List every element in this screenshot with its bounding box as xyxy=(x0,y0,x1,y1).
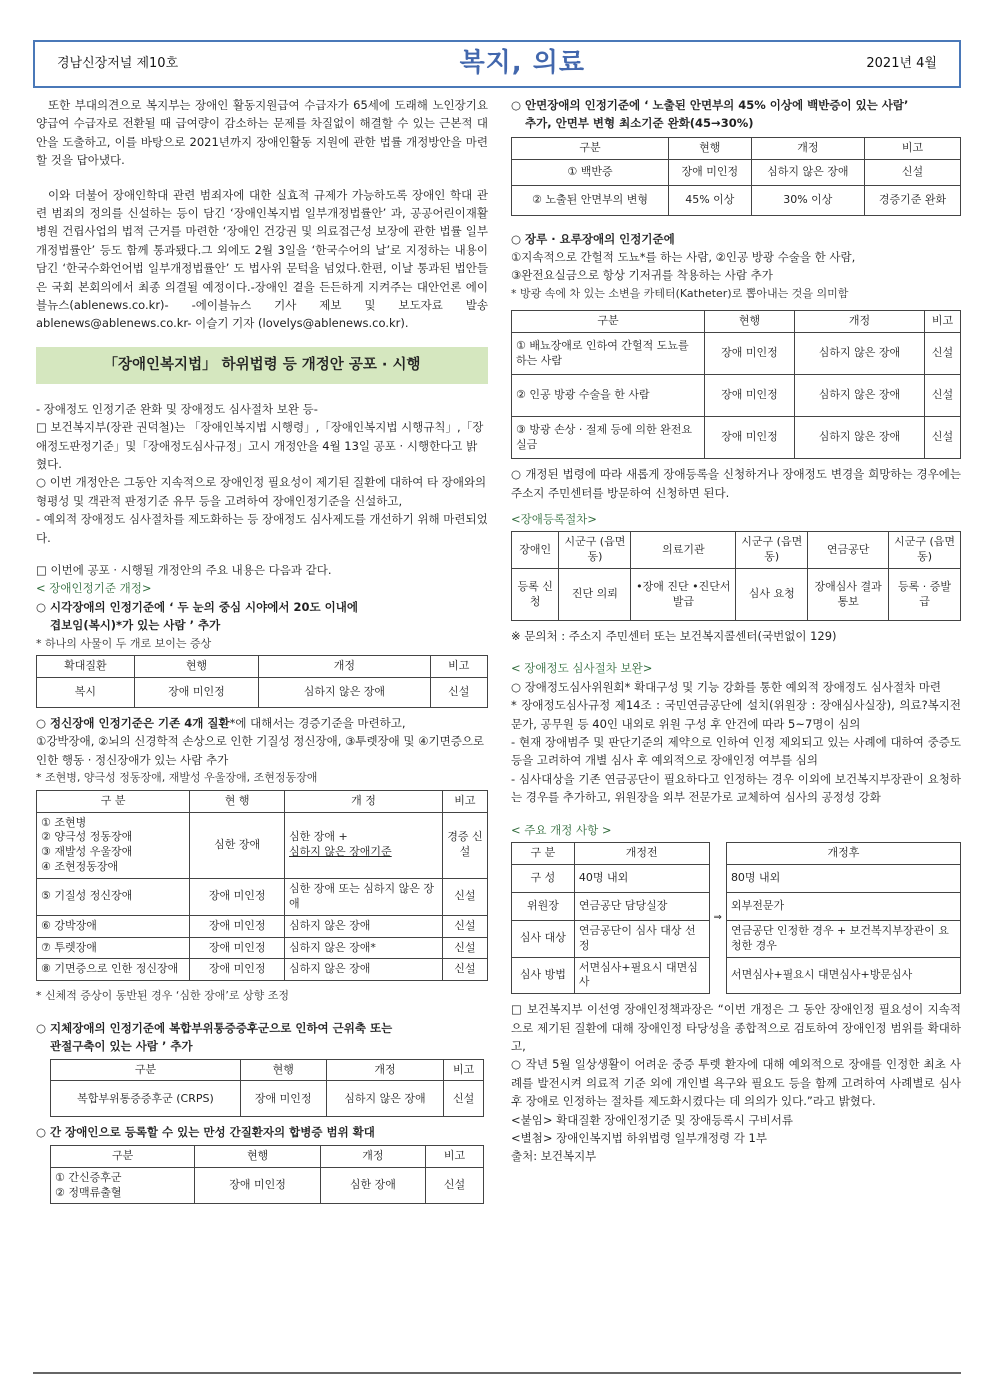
table-cell xyxy=(37,812,190,878)
table-cell: 위원장 xyxy=(512,892,575,920)
face-disability-heading-2: 추가, 안면부 변형 최소기준 완화(45→30%) xyxy=(525,116,754,131)
table-cell: 신설 xyxy=(865,159,961,185)
mental-disability-table xyxy=(36,790,488,981)
table-header: 비고 xyxy=(865,137,961,159)
table-cell: 서면심사+필요시 대면심사+방문심사 xyxy=(726,957,960,994)
visual-disability-heading-2: 겹보임(복시)*가 있는 사람 ’ 추가 xyxy=(50,618,221,633)
journal-issue: 경남신장저널 제10호 xyxy=(57,55,179,71)
revision-purpose: ○ 이번 개정안은 그동안 지속적으로 장애인정 필요성이 제기된 질환에 대하여 타 장애와의 형평성 및 객관적 판정기준 유무 등을 고려하여 장애인정기준을 신설하고, xyxy=(36,475,487,508)
table-cell: 구 성 xyxy=(512,864,575,892)
table-cell: 40명 내외 xyxy=(574,864,709,892)
table-header: 시군구 (읍면동) xyxy=(559,532,631,569)
table-header: 현행 xyxy=(705,311,795,333)
registration-visit-paragraph: ○ 개정된 법령에 따라 새롭게 장애등록을 신청하거나 장애정도 변경을 희망하는 경우에는 주소지 주민센터를 방문하여 신청하면 된다. xyxy=(511,467,961,500)
table-cell: 장애 미인정 xyxy=(669,159,751,185)
right-column xyxy=(511,96,961,1166)
table-header: 연금공단 xyxy=(808,532,889,569)
main-contents-intro: □ 이번에 공포 · 시행될 개정안의 주요 내용은 다음과 같다. xyxy=(36,563,332,577)
table-header: 현행 xyxy=(669,137,751,159)
list-item: ① 조현병 xyxy=(41,815,87,829)
page-header xyxy=(33,40,961,88)
table-cell: 장애 미인정 xyxy=(705,375,795,417)
mental-disability-note: * 조현병, 양극성 정동장애, 재발성 우울장애, 조현정동장애 xyxy=(36,771,318,785)
table-header: 비고 xyxy=(442,790,487,812)
table-header: 시군구 (읍면동) xyxy=(889,532,961,569)
criteria-revision-heading: < 장애인정기준 개정> xyxy=(36,581,152,596)
table-cell: 복시 xyxy=(37,678,135,708)
table-header: 개 정 xyxy=(285,790,443,812)
review-paragraph-4: - 심사대상을 기존 연금공단이 필요하다고 인정하는 경우 이외에 보건복지부장관이 요청하는 경우를 추가하고, 위원장을 외부 전문가로 교체하여 심사의 공정성 강화 xyxy=(511,771,961,805)
table-cell: 심한 장애 또는 심하지 않은 장애 xyxy=(285,878,443,915)
table-cell: 등록 신청 xyxy=(512,569,559,621)
list-item: ④ 조현정동장애 xyxy=(41,860,119,874)
source-line: 출처: 보건복지부 xyxy=(511,1149,597,1164)
table-header: 구 분 xyxy=(37,790,190,812)
table-cell: 서면심사+필요시 대면심사 xyxy=(574,957,709,994)
visual-disability-heading: ○ 시각장애의 인정기준에 ‘ 두 눈의 중심 시야에서 20도 이내에 xyxy=(36,599,358,614)
table-header: 구 분 xyxy=(512,843,575,865)
table-cell: 신설 xyxy=(426,1167,484,1204)
table-cell: 장애 미인정 xyxy=(190,959,285,981)
table-cell: ② 노출된 안면부의 변형 xyxy=(512,185,669,215)
table-cell: 장애심사 결과통보 xyxy=(808,569,889,621)
stoma-disability-line-1: ①지속적으로 간헐적 도뇨*를 하는 사람, ②인공 방광 수술을 한 사람, xyxy=(511,250,856,265)
visual-disability-note: * 하나의 사물이 두 개로 보이는 증상 xyxy=(36,636,212,650)
stoma-disability-heading: ○ 장루 · 요루장애의 인정기준에 xyxy=(511,231,675,246)
table-cell: •장애 진단 •진단서 발급 xyxy=(631,569,736,621)
table-cell: 장애 미인정 xyxy=(705,333,795,375)
table-cell: 심사 요청 xyxy=(736,569,808,621)
table-cell: 신설 xyxy=(442,915,487,937)
table-cell: 신설 xyxy=(925,417,961,459)
table-header: 개정 xyxy=(259,656,430,678)
issue-date: 2021년 4월 xyxy=(866,55,937,71)
table-cell: 심하지 않은 장애 xyxy=(326,1081,444,1117)
table-header: 비고 xyxy=(444,1059,484,1081)
registration-procedure-title: <장애등록절차> xyxy=(511,512,597,527)
limb-disability-heading: ○ 지체장애의 인정기준에 복합부위통증증후군으로 인하여 근위축 또는 xyxy=(36,1020,393,1035)
announcement-paragraph: □ 보건복지부(장관 권덕철)는 「장애인복지법 시행령」,「장애인복지법 시행규칙」,「장애정도판정기준」및「장애정도심사규정」고시 개정안을 4월 13일 공포 · 시행한다고 밝혔다. xyxy=(36,420,484,472)
table-cell: 장애 미인정 xyxy=(190,878,285,915)
section-title: 「장애인복지법」 하위법령 등 개정안 공포 · 시행 xyxy=(36,347,488,384)
table-header: 구분 xyxy=(512,311,705,333)
table-header: 확대질환 xyxy=(37,656,135,678)
table-header: 의료기관 xyxy=(631,532,736,569)
table-cell: 심하지 않은 장애 xyxy=(794,417,924,459)
face-disability-heading: ○ 안면장애의 인정기준에 ‘ 노출된 안면부의 45% 이상에 백반증이 있는 사람’ xyxy=(511,98,909,112)
table-cell: ② 인공 방광 수술을 한 사람 xyxy=(512,375,705,417)
limb-disability-heading-2: 관절구축이 있는 사람 ’ 추가 xyxy=(50,1039,193,1054)
table-header: 개정후 xyxy=(726,843,960,865)
mental-disability-footnote: * 신체적 증상이 동반된 경우 ‘심한 장애’로 상향 조정 xyxy=(36,989,289,1003)
page-title: 복지, 의료 xyxy=(459,48,585,79)
table-header: 장애인 xyxy=(512,532,559,569)
table-cell: 신설 xyxy=(442,959,487,981)
inquiry-note: ※ 문의처 : 주소지 주민센터 또는 보건복지콜센터(국번없이 129) xyxy=(511,629,837,644)
mental-disability-additions: ①강박장애, ②뇌의 신경학적 손상으로 인한 기질성 정신장애, ③투렛장애 및 ④기면증으로 인한 행동 · 정신장애가 있는 사람 추가 xyxy=(36,734,485,767)
quote-paragraph-1: □ 보건복지부 이선영 장애인정책과장은 “이번 개정은 그 동안 장애인정 필요성이 지속적으로 제기된 질환에 대해 장애인정 타당성을 종합적으로 검토하여 장애인정 범위를 확대하고, xyxy=(511,1002,961,1053)
table-cell: 신설 xyxy=(925,333,961,375)
table-cell: ⑦ 투렛장애 xyxy=(37,937,190,959)
table-cell: ⑥ 강박장애 xyxy=(37,915,190,937)
cell-line: 심한 장애 + xyxy=(289,830,348,844)
review-paragraph-1: ○ 장애정도심사위원회* 확대구성 및 기능 강화를 통한 예외적 장애정도 심사절차 마련 xyxy=(511,679,942,694)
subtitle-line: - 장애정도 인정기준 완화 및 장애정도 심사절차 보완 등- xyxy=(36,401,318,416)
main-revision-table xyxy=(511,842,961,994)
table-header: 비고 xyxy=(426,1145,484,1167)
footer-divider xyxy=(33,1372,961,1374)
table-cell: 30% 이상 xyxy=(751,185,865,215)
table-cell: 신설 xyxy=(925,375,961,417)
table-cell: ⑧ 기면증으로 인한 정신장애 xyxy=(37,959,190,981)
table-cell: ① 배뇨장애로 인하여 간헐적 도뇨를 하는 사람 xyxy=(512,333,705,375)
mental-disability-heading-bold: ○ 정신장애 인정기준은 기존 4개 질환 xyxy=(36,716,230,730)
review-procedure-title: < 장애정도 심사절차 보완> xyxy=(511,661,653,676)
table-cell: 80명 내외 xyxy=(726,864,960,892)
left-column xyxy=(36,96,488,1210)
table-cell: 연금공단이 심사 대상 선정 xyxy=(574,920,709,957)
table-header: 개정 xyxy=(320,1145,425,1167)
table-cell: 신설 xyxy=(442,878,487,915)
review-paragraph-2: * 장애정도심사규정 제14조 : 국민연금공단에 설치(위원장 : 장애심사실장), 의료?복지전문가, 공무원 등 40인 내외로 위원 구성 후 안건에 따라 5~7명이 심의 xyxy=(511,698,961,731)
quote-paragraph-2: ○ 작년 5월 일상생활이 어려운 중증 투렛 환자에 대해 예외적으로 장애를 인정한 최초 사례를 발전시켜 의료적 기준 외에 개인별 욕구와 필요도 등을 함께 고려하여 사례별로 심사 후 장애로 인정하는 절차를 제도화시켰다는 데 의의가 있다.”라고 밝혔다. xyxy=(511,1057,961,1109)
table-cell: 심하지 않은 장애 xyxy=(285,915,443,937)
table-cell: 심하지 않은 장애 xyxy=(285,959,443,981)
table-header: 현 행 xyxy=(190,790,285,812)
intro-paragraph-2: 이와 더불어 장애인학대 관련 범죄자에 대한 실효적 규제가 가능하도록 장애인 학대 관련 범죄의 정의를 신설하는 등이 담긴 ‘장애인복지법 일부개정법률안’ 과, 공공어린이재활병원 건립사업의 법적 근거를 마련한 ‘장애인 건강권 및 의료접근성 보장에 관한 법률 일부개정법률안’ 등도 함께 통과됐다.그 외에도 2월 3일을 ‘한국수어의 날’로 지정하는 내용이 담긴 ‘한국수화언어법 일부개정법률안’ 도 법사위 문턱을 넘었다.한편, 이날 통과된 법안들은 국회 본회의에서 최종 의결될 예정이다.-장애인 곁을 든든하게 지켜주는 대안언론 에이블뉴스(ablenews.co.kr)- -에이블뉴스 기사 제보 및 보도자료 발송 ablenews@ablenews.co.kr- 이슬기 기자 (lovelys@ablenews.co.kr). xyxy=(36,187,488,331)
table-cell: 장애 미인정 xyxy=(134,678,258,708)
table-cell: 복합부위통증증후군 (CRPS) xyxy=(51,1081,241,1117)
table-cell: 경증 신설 xyxy=(442,812,487,878)
stoma-disability-note: * 방광 속에 차 있는 소변을 카테터(Katheter)로 뽑아내는 것을 의미함 xyxy=(511,286,849,300)
table-cell: ⑤ 기질성 정신장애 xyxy=(37,878,190,915)
stoma-disability-table xyxy=(511,310,961,459)
list-item: ② 양극성 정동장애 xyxy=(41,830,133,844)
table-cell: 심한 장애 xyxy=(190,812,285,878)
table-cell: 외부전문가 xyxy=(726,892,960,920)
list-item: ② 정맥류출혈 xyxy=(55,1185,122,1199)
table-cell: 장애 미인정 xyxy=(190,937,285,959)
table-header: 현행 xyxy=(195,1145,321,1167)
table-header: 구분 xyxy=(512,137,669,159)
table-cell: 신설 xyxy=(444,1081,484,1117)
main-revision-title: < 주요 개정 사항 > xyxy=(511,822,612,837)
table-header: 개정전 xyxy=(574,843,709,865)
table-cell: 심사 방법 xyxy=(512,957,575,994)
list-item: ① 간신증후군 xyxy=(55,1170,122,1184)
table-header: 현행 xyxy=(134,656,258,678)
table-header: 구분 xyxy=(51,1059,241,1081)
table-header: 비고 xyxy=(430,656,487,678)
table-cell xyxy=(51,1167,195,1204)
table-cell: 신설 xyxy=(442,937,487,959)
table-header: 구분 xyxy=(51,1145,195,1167)
table-cell: 장애 미인정 xyxy=(705,417,795,459)
table-cell: 심하지 않은 장애 xyxy=(751,159,865,185)
table-header: 시군구 (읍면동) xyxy=(736,532,808,569)
arrow-icon: ⇒ xyxy=(709,843,726,994)
liver-disability-heading: ○ 간 장애인으로 등록할 수 있는 만성 간질환자의 합병증 범위 확대 xyxy=(36,1125,375,1140)
review-paragraph-3: - 현재 장애범주 및 판단기준의 제약으로 인하여 인정 제외되고 있는 사례에 대하여 중증도 등을 고려하여 개별 심사 후 예외적으로 장애인정 여부를 심의 xyxy=(511,735,961,768)
mental-disability-heading xyxy=(36,714,488,732)
table-cell: 45% 이상 xyxy=(669,185,751,215)
table-cell: 심하지 않은 장애* xyxy=(285,937,443,959)
table-cell: 진단 의뢰 xyxy=(559,569,631,621)
intro-paragraph-1: 또한 부대의견으로 복지부는 장애인 활동지원급여 수급자가 65세에 도래해 노인장기요양급여 수급자로 전환될 때 급여량이 감소하는 문제를 차질없이 해결할 수 있는 근본적 대안을 도출하고, 이를 바탕으로 2021년까지 장애인활동 지원에 관한 법률 개정방안을 마련할 것을 답아냈다. xyxy=(36,98,488,168)
table-cell: 경증기준 완화 xyxy=(865,185,961,215)
mental-disability-heading-rest: *에 대해서는 경증기준을 마련하고, xyxy=(229,716,406,730)
revision-purpose-2: - 예외적 장애정도 심사절차를 제도화하는 등 장애정도 심사제도를 개선하기 위해 마련되었다. xyxy=(36,512,488,545)
table-header: 비고 xyxy=(925,311,961,333)
table-cell: ① 백반증 xyxy=(512,159,669,185)
table-cell: 심하지 않은 장애 xyxy=(259,678,430,708)
registration-procedure-table xyxy=(511,531,961,621)
table-cell: 연금공단 인정한 경우 + 보건복지부장관이 요청한 경우 xyxy=(726,920,960,957)
table-cell: 장애 미인정 xyxy=(195,1167,321,1204)
table-header: 개정 xyxy=(794,311,924,333)
table-cell: ③ 방광 손상 · 절제 등에 의한 완전요실금 xyxy=(512,417,705,459)
limb-disability-table xyxy=(50,1059,484,1118)
list-item: ③ 재발성 우울장애 xyxy=(41,845,133,859)
table-cell: 장애 미인정 xyxy=(240,1081,326,1117)
table-cell: 연금공단 담당실장 xyxy=(574,892,709,920)
cell-line: 심하지 않은 장애기준 xyxy=(289,845,392,859)
attachment-2: <별첨> 장애인복지법 하위법령 일부개정령 각 1부 xyxy=(511,1130,767,1145)
table-header: 현행 xyxy=(240,1059,326,1081)
visual-disability-table xyxy=(36,655,488,708)
table-cell xyxy=(285,812,443,878)
liver-disability-table xyxy=(50,1145,484,1205)
table-cell: 심한 장애 xyxy=(320,1167,425,1204)
table-cell: 심하지 않은 장애 xyxy=(794,375,924,417)
table-header: 개정 xyxy=(326,1059,444,1081)
table-cell: 심사 대상 xyxy=(512,920,575,957)
stoma-disability-line-2: ③완전요실금으로 항상 기저귀를 착용하는 사람 추가 xyxy=(511,268,773,283)
table-cell: 등록 · 증발급 xyxy=(889,569,961,621)
attachment-1: <붙임> 확대질환 장애인정기준 및 장애등록시 구비서류 xyxy=(511,1112,793,1127)
face-disability-table xyxy=(511,137,961,216)
table-cell: 장애 미인정 xyxy=(190,915,285,937)
table-cell: 심하지 않은 장애 xyxy=(794,333,924,375)
table-cell: 신설 xyxy=(430,678,487,708)
table-header: 개정 xyxy=(751,137,865,159)
